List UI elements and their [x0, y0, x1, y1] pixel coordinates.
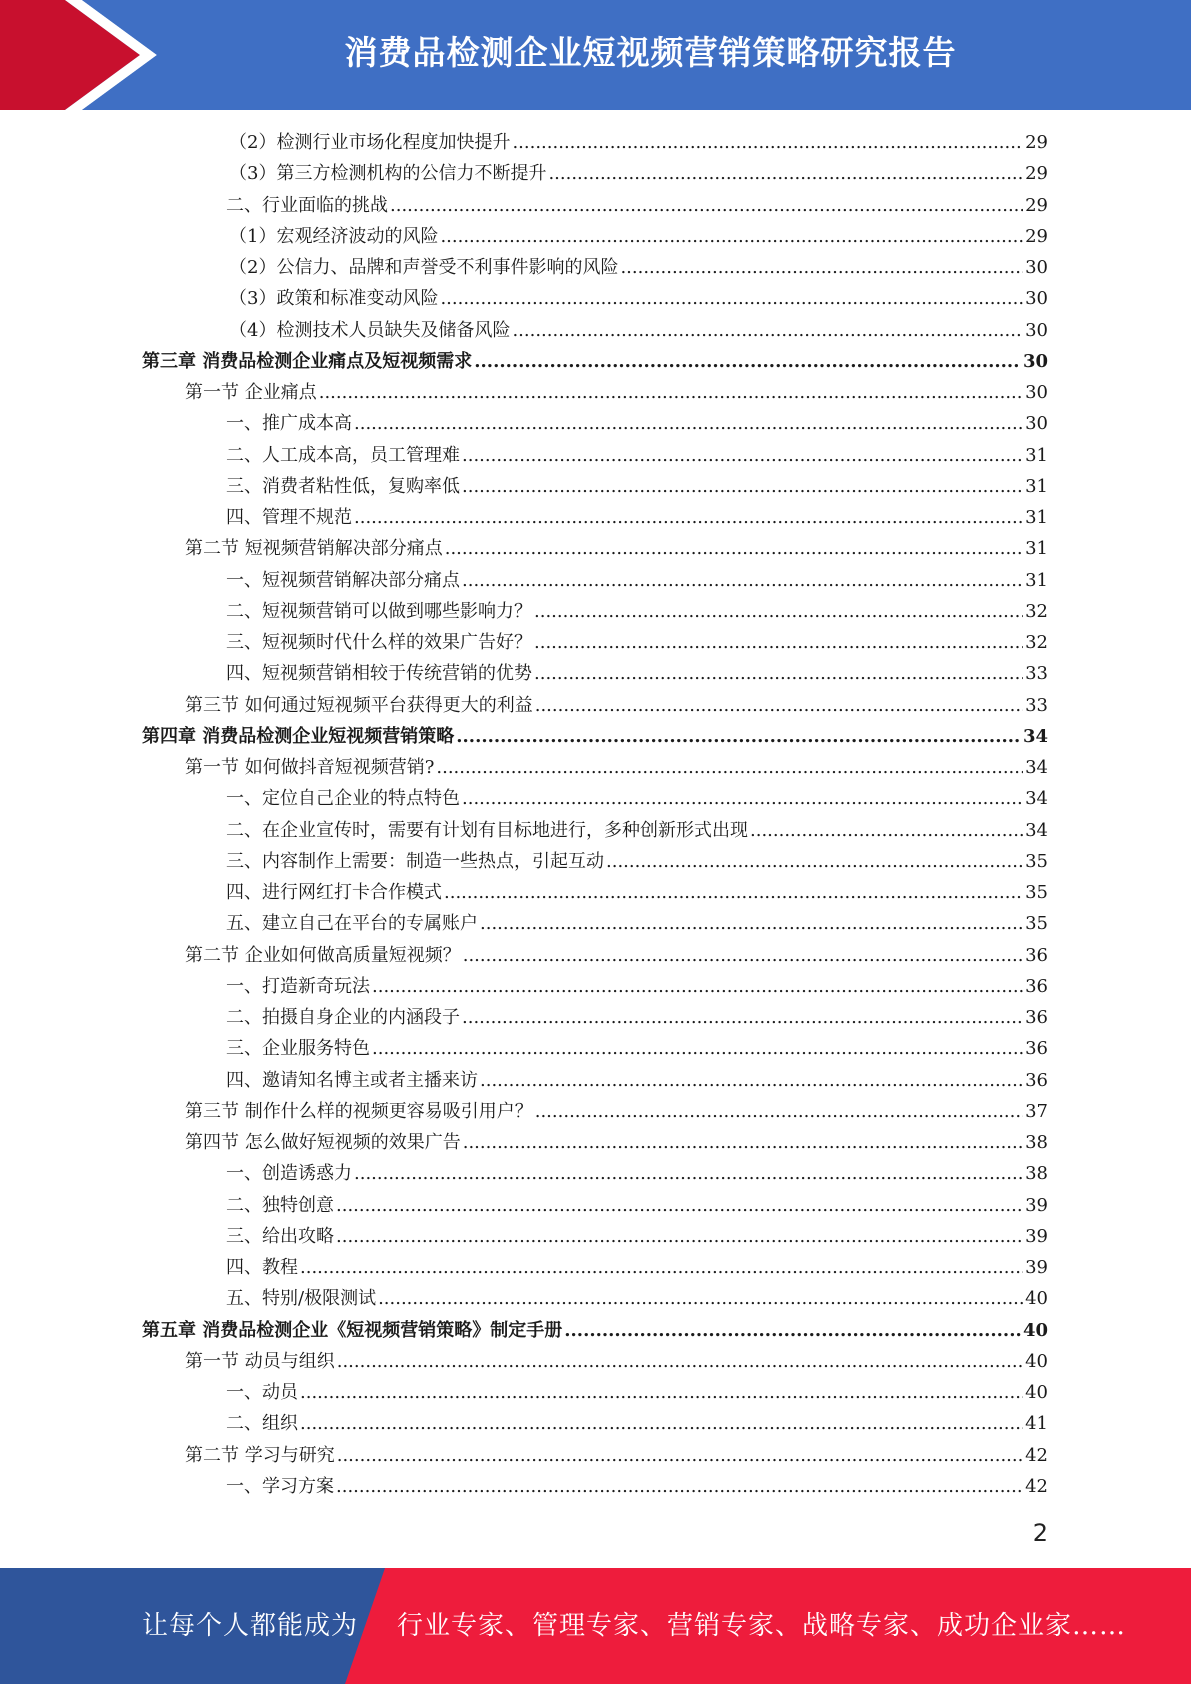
toc-entry-page: 34	[1025, 819, 1048, 841]
toc-entry-page: 32	[1025, 600, 1048, 622]
toc-entry[interactable]	[185, 1346, 1048, 1377]
toc-entry[interactable]	[226, 1408, 1048, 1439]
toc-dot-leader	[474, 346, 1021, 377]
toc-entry-title: 三、企业服务特色	[226, 1038, 370, 1060]
footer-slogan-right: 行业专家、管理专家、营销专家、战略专家、成功企业家……	[397, 1611, 1127, 1641]
toc-entry-title: 第二节 企业如何做高质量短视频？	[185, 944, 461, 966]
page-header	[0, 0, 1191, 110]
toc-dot-leader	[463, 940, 1023, 971]
toc-entry-title: 第四章 消费品检测企业短视频营销策略	[142, 725, 455, 747]
toc-dot-leader	[512, 315, 1023, 346]
toc-entry-title: 一、创造诱惑力	[226, 1163, 352, 1185]
toc-entry[interactable]	[142, 1315, 1048, 1346]
toc-dot-leader	[535, 1096, 1023, 1127]
toc-dot-leader	[337, 1346, 1023, 1377]
toc-entry-title: 三、内容制作上需要：制造一些热点，引起互动	[226, 850, 604, 872]
toc-entry-title: 第三节 如何通过短视频平台获得更大的利益	[185, 694, 533, 716]
toc-entry-title: 一、短视频营销解决部分痛点	[226, 569, 460, 591]
toc-entry-title: （3）第三方检测机构的公信力不断提升	[229, 163, 547, 185]
toc-entry[interactable]	[226, 408, 1048, 439]
toc-entry-title: 二、独特创意	[226, 1194, 334, 1216]
toc-entry-title: 第二节 短视频营销解决部分痛点	[185, 538, 443, 560]
toc-dot-leader	[319, 377, 1023, 408]
toc-entry-page: 33	[1025, 663, 1048, 685]
toc-dot-leader	[512, 127, 1023, 158]
toc-dot-leader	[444, 877, 1023, 908]
toc-entry-title: 三、消费者粘性低，复购率低	[226, 475, 460, 497]
toc-entry[interactable]	[226, 1158, 1048, 1189]
toc-entry[interactable]	[229, 315, 1048, 346]
toc-entry[interactable]	[226, 1221, 1048, 1252]
toc-entry[interactable]	[226, 596, 1048, 627]
toc-entry-title: 二、拍摄自身企业的内涵段子	[226, 1007, 460, 1028]
toc-dot-leader	[300, 1252, 1023, 1283]
toc-entry[interactable]	[226, 1252, 1048, 1283]
toc-entry-page: 29	[1025, 132, 1048, 153]
toc-entry[interactable]	[226, 815, 1048, 846]
toc-entry-page: 36	[1025, 1007, 1048, 1028]
toc-entry-title: 三、给出攻略	[226, 1225, 334, 1247]
toc-dot-leader	[390, 190, 1023, 221]
toc-dot-leader	[548, 158, 1023, 189]
toc-entry-title: 一、学习方案	[226, 1475, 334, 1497]
toc-entry-page: 29	[1025, 225, 1048, 247]
toc-entry-page: 42	[1025, 1444, 1048, 1466]
toc-entry[interactable]	[226, 1377, 1048, 1408]
toc-entry-title: 五、特别/极限测试	[226, 1288, 377, 1310]
toc-dot-leader	[620, 252, 1023, 283]
toc-dot-leader	[462, 1002, 1023, 1033]
toc-entry-title: 二、行业面临的挑战	[226, 194, 388, 216]
toc-entry-title: 第三节 制作什么样的视频更容易吸引用户？	[185, 1100, 533, 1122]
toc-entry-page: 33	[1025, 694, 1048, 716]
toc-dot-leader	[354, 502, 1023, 533]
toc-entry-title: 第一节 动员与组织	[185, 1350, 335, 1372]
toc-entry[interactable]	[226, 783, 1048, 814]
toc-entry-title: 一、定位自己企业的特点特色	[226, 788, 460, 810]
toc-entry[interactable]	[185, 1127, 1048, 1158]
toc-entry-page: 39	[1025, 1257, 1048, 1278]
toc-entry[interactable]	[142, 346, 1048, 377]
toc-entry-page: 38	[1025, 1163, 1048, 1185]
toc-dot-leader	[462, 440, 1023, 471]
toc-entry-page: 31	[1025, 538, 1048, 560]
toc-entry[interactable]	[226, 846, 1048, 877]
toc-entry-title: 二、在企业宣传时，需要有计划有目标地进行，多种创新形式出现	[226, 819, 748, 841]
toc-entry[interactable]	[185, 1096, 1048, 1127]
toc-entry-page: 35	[1025, 850, 1048, 872]
toc-entry-page: 40	[1022, 1319, 1048, 1341]
toc-entry[interactable]	[229, 127, 1048, 158]
toc-entry-page: 36	[1025, 944, 1048, 966]
toc-dot-leader	[462, 565, 1023, 596]
toc-entry[interactable]	[229, 252, 1048, 283]
toc-entry-title: 三、短视频时代什么样的效果广告好？	[226, 632, 532, 653]
toc-dot-leader	[337, 1440, 1023, 1471]
toc-entry[interactable]	[185, 533, 1048, 564]
toc-entry-page: 35	[1025, 913, 1048, 935]
toc-entry-page: 42	[1025, 1475, 1048, 1497]
toc-entry-page: 31	[1025, 475, 1048, 497]
toc-entry[interactable]	[226, 502, 1048, 533]
toc-dot-leader	[456, 721, 1021, 752]
toc-entry-title: 五、建立自己在平台的专属账户	[226, 913, 478, 935]
page-number: 2	[1032, 1519, 1048, 1547]
toc-entry[interactable]	[226, 1283, 1048, 1314]
toc-entry[interactable]	[226, 471, 1048, 502]
toc-entry-page: 30	[1025, 382, 1048, 403]
toc-entry-title: 一、打造新奇玩法	[226, 975, 370, 997]
report-title: 消费品检测企业短视频营销策略研究报告	[344, 33, 957, 72]
toc-entry-page: 36	[1025, 975, 1048, 997]
toc-entry[interactable]	[185, 752, 1048, 783]
toc-dot-leader	[535, 690, 1023, 721]
toc-dot-leader	[378, 1283, 1023, 1314]
toc-entry-title: 第四节 怎么做好短视频的效果广告	[185, 1132, 461, 1153]
footer-slogan-left: 让每个人都能成为	[142, 1611, 359, 1641]
toc-entry-page: 29	[1025, 194, 1048, 216]
toc-entry-page: 31	[1025, 507, 1048, 528]
toc-entry-page: 31	[1025, 569, 1048, 591]
toc-entry-title: 第二节 学习与研究	[185, 1444, 335, 1466]
toc-entry[interactable]	[185, 940, 1048, 971]
toc-entry-title: 第五章 消费品检测企业《短视频营销策略》制定手册	[142, 1319, 563, 1341]
toc-dot-leader	[534, 596, 1023, 627]
toc-dot-leader	[750, 815, 1023, 846]
toc-entry[interactable]	[226, 1033, 1048, 1064]
toc-dot-leader	[463, 1127, 1023, 1158]
toc-entry-title: 二、组织	[226, 1413, 298, 1435]
toc-entry-title: 四、邀请知名博主或者主播来访	[226, 1069, 478, 1091]
toc-entry-title: （3）政策和标准变动风险	[229, 288, 439, 310]
toc-dot-leader	[436, 752, 1023, 783]
toc-dot-leader	[336, 1221, 1023, 1252]
toc-dot-leader	[300, 1408, 1023, 1439]
header-arrow-decoration	[0, 0, 160, 110]
toc-entry[interactable]	[142, 721, 1048, 752]
toc-dot-leader	[534, 627, 1023, 658]
page-footer	[0, 1568, 1191, 1684]
toc-entry-page: 34	[1025, 757, 1048, 778]
toc-entry[interactable]	[226, 908, 1048, 939]
toc-entry-page: 38	[1025, 1132, 1048, 1153]
toc-entry-title: 第一节 如何做抖音短视频营销?	[185, 757, 435, 778]
toc-entry[interactable]	[226, 658, 1048, 689]
toc-entry[interactable]	[226, 1471, 1048, 1502]
toc-entry-page: 37	[1025, 1100, 1048, 1122]
toc-entry-title: 四、短视频营销相较于传统营销的优势	[226, 663, 532, 685]
toc-entry-title: 二、短视频营销可以做到哪些影响力？	[226, 600, 532, 622]
toc-dot-leader	[336, 1471, 1023, 1502]
toc-dot-leader	[480, 1065, 1023, 1096]
toc-dot-leader	[354, 1158, 1023, 1189]
toc-entry-page: 32	[1025, 632, 1048, 653]
toc-entry-title: 四、管理不规范	[226, 507, 352, 528]
toc-dot-leader	[440, 221, 1023, 252]
toc-entry[interactable]	[226, 1065, 1048, 1096]
toc-entry-page: 35	[1025, 882, 1048, 903]
toc-entry[interactable]	[226, 190, 1048, 221]
toc-entry-title: 二、人工成本高，员工管理难	[226, 444, 460, 466]
toc-entry[interactable]	[185, 377, 1048, 408]
toc-entry-title: （1）宏观经济波动的风险	[229, 225, 439, 247]
toc-entry-page: 30	[1025, 257, 1048, 278]
toc-entry[interactable]	[226, 627, 1048, 658]
toc-dot-leader	[564, 1315, 1021, 1346]
toc-entry-title: 第三章 消费品检测企业痛点及短视频需求	[142, 350, 473, 372]
toc-entry-title: 一、推广成本高	[226, 413, 352, 435]
toc-entry[interactable]	[229, 283, 1048, 314]
toc-entry[interactable]	[229, 158, 1048, 189]
toc-entry[interactable]	[226, 1002, 1048, 1033]
toc-entry[interactable]	[226, 1190, 1048, 1221]
toc-entry-title: 四、进行网红打卡合作模式	[226, 882, 442, 903]
toc-entry-page: 30	[1025, 319, 1048, 341]
toc-dot-leader	[372, 1033, 1023, 1064]
toc-entry[interactable]	[226, 440, 1048, 471]
toc-entry-page: 41	[1025, 1413, 1048, 1435]
toc-entry-page: 36	[1025, 1069, 1048, 1091]
toc-entry[interactable]	[229, 221, 1048, 252]
toc-dot-leader	[300, 1377, 1023, 1408]
toc-dot-leader	[462, 471, 1023, 502]
toc-entry-title: 一、动员	[226, 1382, 298, 1403]
toc-entry-page: 30	[1025, 413, 1048, 435]
toc-entry-page: 40	[1025, 1350, 1048, 1372]
toc-entry-title: 第一节 企业痛点	[185, 382, 317, 403]
toc-dot-leader	[440, 283, 1023, 314]
toc-entry[interactable]	[226, 971, 1048, 1002]
toc-entry-page: 31	[1025, 444, 1048, 466]
toc-entry-title: （4）检测技术人员缺失及储备风险	[229, 319, 511, 341]
toc-entry-page: 39	[1025, 1225, 1048, 1247]
toc-dot-leader	[336, 1190, 1023, 1221]
toc-entry-page: 40	[1025, 1288, 1048, 1310]
toc-dot-leader	[534, 658, 1023, 689]
toc-entry-title: 四、教程	[226, 1257, 298, 1278]
toc-entry-page: 29	[1025, 163, 1048, 185]
toc-dot-leader	[480, 908, 1023, 939]
toc-entry-title: （2）检测行业市场化程度加快提升	[229, 132, 511, 153]
toc-entry-page: 39	[1025, 1194, 1048, 1216]
toc-dot-leader	[445, 533, 1023, 564]
toc-dot-leader	[354, 408, 1023, 439]
toc-entry-title: （2）公信力、品牌和声誉受不利事件影响的风险	[229, 257, 619, 278]
toc-entry[interactable]	[185, 690, 1048, 721]
toc-dot-leader	[606, 846, 1023, 877]
toc-entry-page: 40	[1025, 1382, 1048, 1403]
toc-dot-leader	[462, 783, 1023, 814]
toc-entry-page: 36	[1025, 1038, 1048, 1060]
toc-entry[interactable]	[226, 877, 1048, 908]
toc-entry[interactable]	[226, 565, 1048, 596]
toc-dot-leader	[372, 971, 1023, 1002]
toc-entry-page: 30	[1022, 350, 1048, 372]
toc-entry-page: 34	[1022, 725, 1048, 747]
toc-entry-page: 30	[1025, 288, 1048, 310]
toc-entry-page: 34	[1025, 788, 1048, 810]
toc-entry[interactable]	[185, 1440, 1048, 1471]
